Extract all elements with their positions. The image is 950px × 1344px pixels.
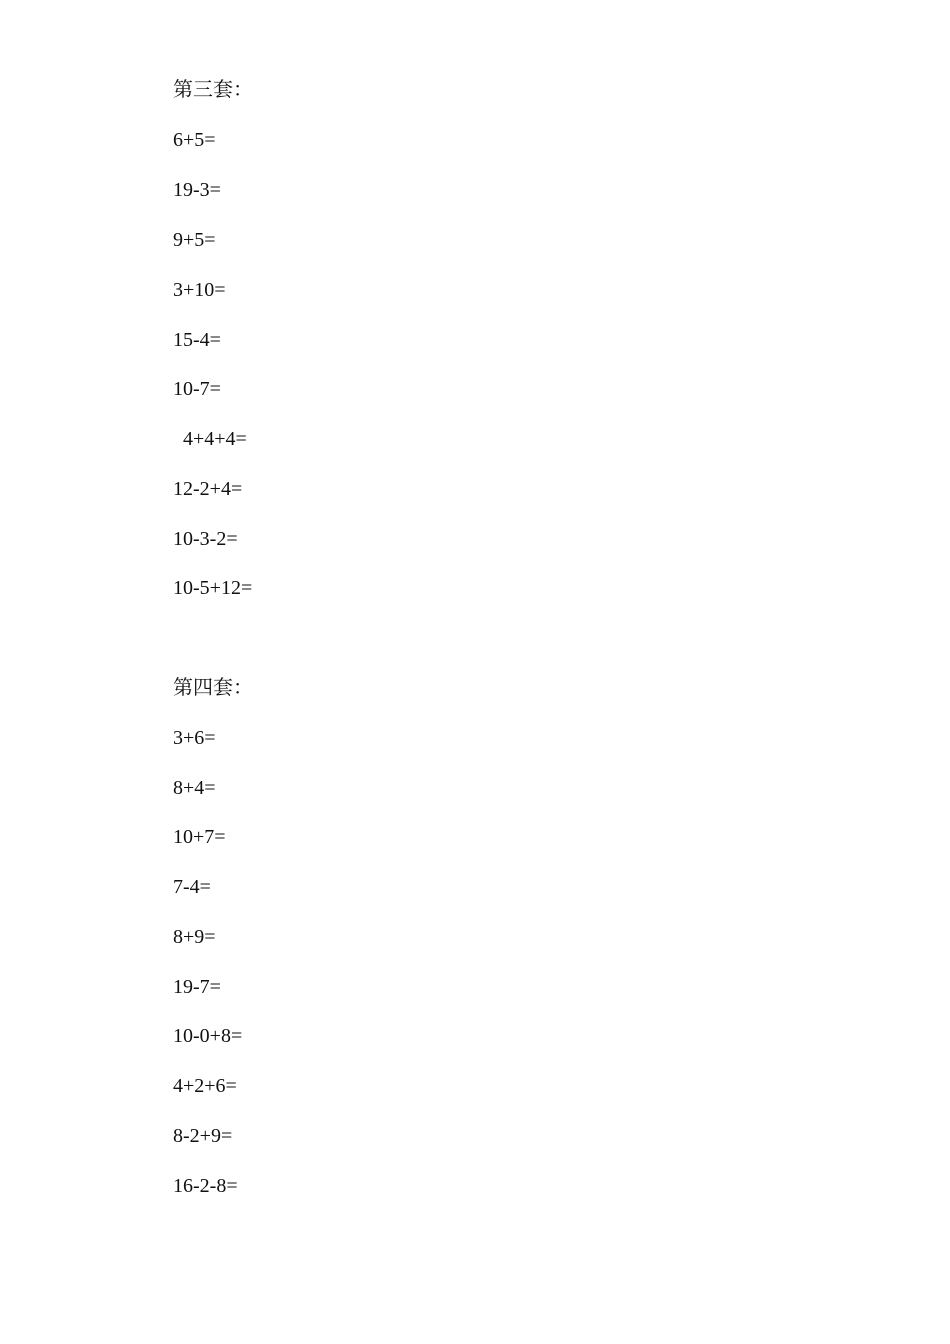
problem: 7-4= [173,876,211,898]
problem: 19-3= [173,179,221,201]
problem: 10-7= [173,378,221,400]
problem: 10-5+12= [173,577,253,599]
problem: 3+10= [173,279,226,301]
problem: 16-2-8= [173,1175,238,1197]
problem: 10-0+8= [173,1025,243,1047]
problem: 6+5= [173,129,216,151]
problem: 12-2+4= [173,478,243,500]
problem: 8+4= [173,777,216,799]
problem: 3+6= [173,727,216,749]
problem: 9+5= [173,229,216,251]
problem: 19-7= [173,976,221,998]
problem: 8+9= [173,926,216,948]
set-heading: 第四套： [173,677,253,699]
problem: 4+4+4= [173,428,247,450]
problem: 8-2+9= [173,1125,233,1147]
problem: 4+2+6= [173,1075,237,1097]
set-heading: 第三套： [173,79,253,101]
problem: 10+7= [173,826,226,848]
problem: 10-3-2= [173,528,238,550]
problem: 15-4= [173,329,221,351]
